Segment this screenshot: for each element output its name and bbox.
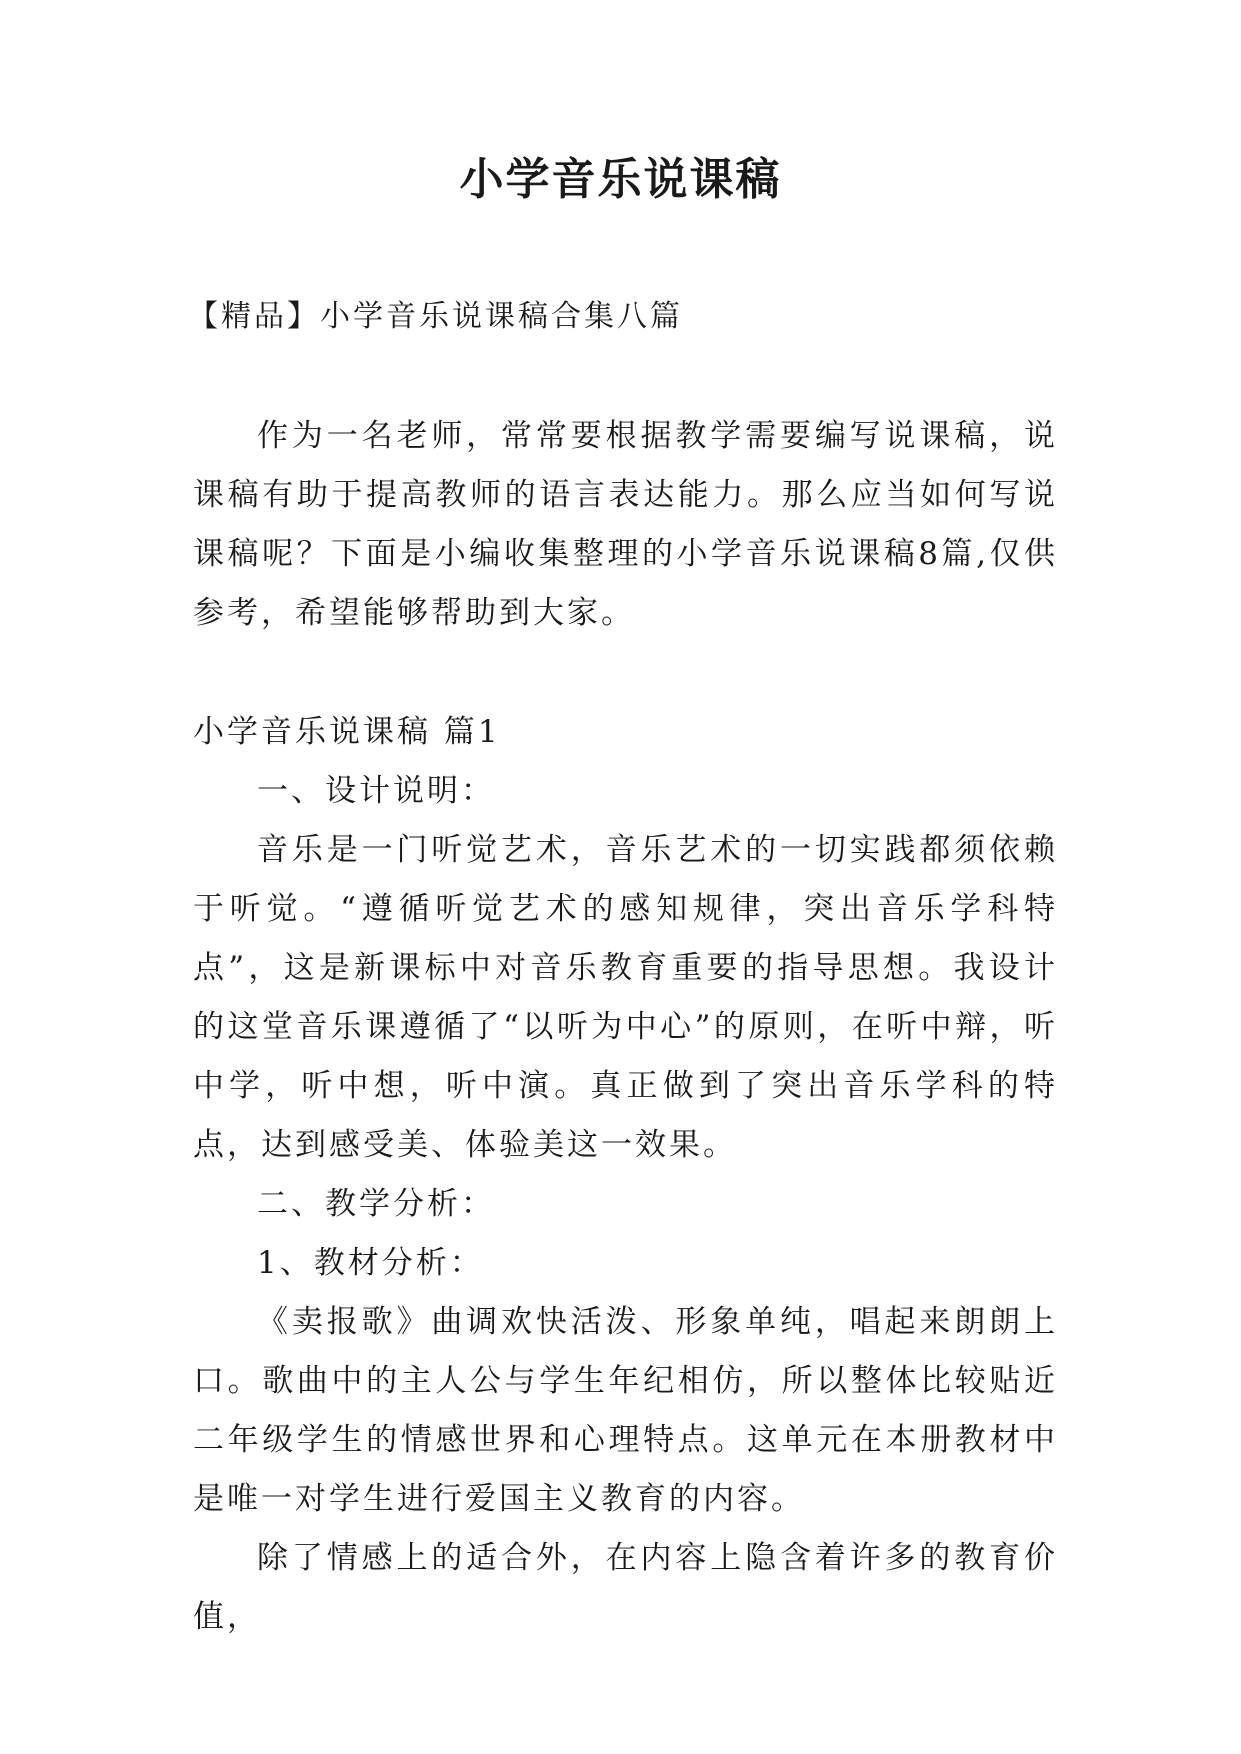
section-heading-analysis: 二、教学分析：	[257, 1186, 495, 1222]
body-paragraph: 除了情感上的适合外，在内容上隐含着许多的教育价值，	[193, 1540, 1058, 1635]
intro-paragraph: 作为一名老师，常常要根据教学需要编写说课稿，说课稿有助于提高教师的语言表达能力。那么应当如何写说课稿呢？下面是小编收集整理的小学音乐说课稿8篇,仅供参考，希望能够帮助到大家。	[193, 418, 1058, 631]
section-heading: 小学音乐说课稿 篇1	[193, 714, 501, 750]
body-paragraph: 音乐是一门听觉艺术，音乐艺术的一切实践都须依赖于听觉。“遵循听觉艺术的感知规律，突出音乐学科特点”，这是新课标中对音乐教育重要的指导思想。我设计的这堂音乐课遵循了“以听为中心”的原则，在听中辩，听中学，听中想，听中演。真正做到了突出音乐学科的特点，达到感受美、体验美这一效果。	[193, 832, 1058, 1163]
document-subtitle: 【精品】小学音乐说课稿合集八篇	[188, 299, 683, 334]
document-title: 小学音乐说课稿	[459, 154, 782, 205]
paragraph-spacer	[193, 643, 1058, 703]
section-heading-design: 一、设计说明：	[257, 773, 495, 809]
body-paragraph: 《卖报歌》曲调欢快活泼、形象单纯，唱起来朗朗上口。歌曲中的主人公与学生年纪相仿，所以整体比较贴近二年级学生的情感世界和心理特点。这单元在本册教材中是唯一对学生进行爱国主义教育的内容。	[193, 1304, 1058, 1517]
subsection-heading: 1、教材分析：	[257, 1245, 484, 1281]
document-body	[193, 407, 1058, 1647]
